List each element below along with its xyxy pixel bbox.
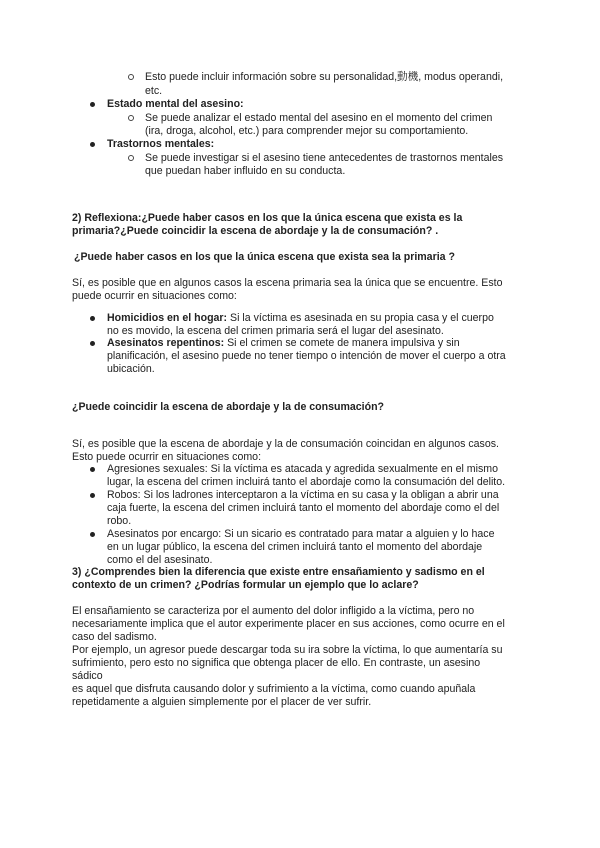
sub-item-text: (ira, droga, alcohol, etc.) para comprender mejor su comportamiento. [145,125,469,137]
bullet-icon [90,316,95,321]
paragraph-line: necesariamente implica que el autor experimente placer en sus acciones, como ocurre en el [72,618,505,630]
paragraph-line: Por ejemplo, un agresor puede descargar toda su ira sobre la víctima, lo que aumentaría su [72,644,503,656]
list-item-text: como el del asesinato. [107,554,213,566]
bullet-icon [90,467,95,472]
list-item-text: Si el crimen se comete de manera impulsiva y sin [224,337,460,349]
sub-item-text: Esto puede incluir información sobre su personalidad,動機, modus operandi, [145,71,504,83]
list-item-text: en un lugar público, la escena del crimen incluirá tanto el momento del abordaje [107,541,483,553]
list-item-text: robo. [107,515,132,527]
list-item [107,337,460,350]
subheading: ¿Puede coincidir la escena de abordaje y la de consumación? [72,401,385,413]
section-heading: 2) Reflexiona:¿Puede haber casos en los que la única escena que exista es la [72,212,463,224]
paragraph-line: Sí, es posible que la escena de abordaje y la de consumación coincidan en algunos casos. [72,438,499,450]
paragraph-line: puede ocurrir en situaciones como: [72,290,237,302]
paragraph-line: Esto puede ocurrir en situaciones como: [72,451,262,463]
bullet-icon [90,341,95,346]
list-item-text: ubicación. [107,363,155,375]
sub-item-text: Se puede investigar si el asesino tiene antecedentes de trastornos mentales [145,152,504,164]
sub-item-text: Se puede analizar el estado mental del asesino en el momento del crimen [145,112,493,124]
list-item-text: Asesinatos por encargo: Si un sicario es contratado para matar a alguien y lo hace [107,528,495,540]
circle-bullet-icon [128,115,134,121]
paragraph-line: sádico [72,670,103,682]
list-item-title: Asesinatos repentinos: [107,337,225,349]
list-item-text: Si la víctima es asesinada en su propia casa y el cuerpo [227,312,494,324]
sub-item-text: que puedan haber influido en su conducta. [145,165,346,177]
circle-bullet-icon [128,74,134,80]
list-item-text: no es movido, la escena del crimen primaria será el lugar del asesinato. [107,325,444,337]
paragraph-line: caso del sadismo. [72,631,157,643]
list-item-text: caja fuerte, la escena del crimen incluirá tanto el momento del abordaje como el del [107,502,500,514]
bullet-icon [90,532,95,537]
subheading: ¿Puede haber casos en los que la única escena que exista sea la primaria ? [74,251,455,263]
section-heading: 3) ¿Comprendes bien la diferencia que existe entre ensañamiento y sadismo en el [72,566,485,578]
sub-item-text: etc. [145,85,163,97]
section-heading: primaria?¿Puede coincidir la escena de abordaje y la de consumación? . [72,225,439,237]
list-item-text: Robos: Si los ladrones interceptaron a la víctima en su casa y la obligan a abrir una [107,489,499,501]
circle-bullet-icon [128,155,134,161]
list-item-title: Estado mental del asesino: [107,98,244,110]
list-item-text: lugar, la escena del crimen incluirá tanto el abordaje como la consumación del delito. [107,476,506,488]
paragraph-line: es aquel que disfruta causando dolor y sufrimiento a la víctima, como cuando apuñala [72,683,476,695]
bullet-icon [90,102,95,107]
bullet-icon [90,142,95,147]
paragraph-line: El ensañamiento se caracteriza por el aumento del dolor infligido a la víctima, pero no [72,605,475,617]
bullet-icon [90,493,95,498]
section-heading: contexto de un crimen? ¿Podrías formular un ejemplo que lo aclare? [72,579,419,591]
list-item-text: Agresiones sexuales: Si la víctima es atacada y agredida sexualmente en el mismo [107,463,498,475]
list-item-title: Homicidios en el hogar: [107,312,228,324]
paragraph-line: repetidamente a alguien simplemente por el placer de ver sufrir. [72,696,372,708]
paragraph-line: sufrimiento, pero esto no significa que obtenga placer de ello. En contraste, un asesino [72,657,481,669]
list-item [107,312,494,325]
list-item-text: planificación, el asesino puede no tener tiempo o intención de mover el cuerpo a otra [107,350,506,362]
paragraph-line: Sí, es posible que en algunos casos la escena primaria sea la única que se encuentre. Esto [72,277,503,289]
list-item-title: Trastornos mentales: [107,138,215,150]
